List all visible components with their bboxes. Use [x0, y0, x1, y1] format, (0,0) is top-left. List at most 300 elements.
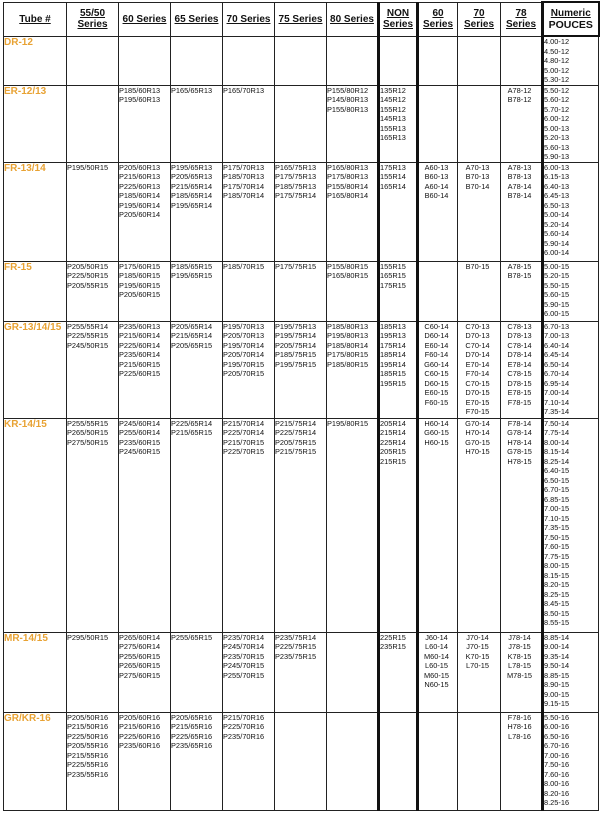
tire-size-entry: P195/75R14: [275, 331, 317, 340]
tire-size-entry: P145/80R13: [327, 95, 369, 104]
size-cell: [119, 261, 171, 321]
tire-size-entry: P195/65R14: [171, 200, 213, 210]
tire-size-entry: P195/70R14: [223, 340, 265, 350]
size-cell: [418, 85, 458, 162]
tire-size-entry: P195/60R15: [119, 280, 161, 290]
tire-size-entry: B78-13: [507, 172, 532, 181]
size-cell: [67, 632, 119, 712]
tire-size-entry: P255/55R15: [67, 418, 109, 428]
tire-size-entry: P265/50R15: [67, 428, 109, 437]
size-cell: [501, 36, 543, 85]
size-cell: [275, 321, 327, 418]
tire-size-entry: P235/75R15: [275, 651, 317, 661]
tire-size-entry: H78-16: [507, 722, 532, 731]
numeric-size-entry: 4.50-12: [544, 46, 570, 56]
numeric-size-entry: 6.70-14: [544, 369, 570, 378]
size-cell: [418, 261, 458, 321]
tire-size-entry: H70-15: [465, 447, 490, 456]
numeric-size-cell: [543, 36, 599, 85]
tire-size-entry: G70-14: [465, 418, 490, 428]
tire-size-entry: K78-15: [507, 651, 532, 661]
tire-size-entry: 195R15: [380, 378, 406, 388]
tire-size-entry: F60-14: [424, 350, 449, 359]
tire-size-entry: P225/55R15: [67, 331, 109, 340]
tire-size-entry: D78-15: [507, 378, 532, 388]
tire-size-entry: C78-15: [507, 369, 532, 378]
numeric-size-entry: 5.30-12: [544, 75, 570, 84]
size-cell: [275, 85, 327, 162]
numeric-size-entry: 7.75-14: [544, 428, 570, 437]
numeric-size-entry: 8.20-15: [544, 580, 570, 589]
size-cell: [379, 712, 418, 810]
size-cell: [223, 85, 275, 162]
size-cell: [458, 261, 501, 321]
size-cell: [171, 162, 223, 261]
table-row: [4, 321, 599, 418]
table-row: [4, 712, 599, 810]
numeric-size-entry: 5.90-15: [544, 299, 570, 309]
tire-size-entry: P245/60R15: [119, 447, 161, 456]
tire-size-entry: 215R15: [380, 456, 406, 466]
tire-size-entry: P215/65R14: [171, 331, 213, 340]
tire-size-entry: P185/80R13: [327, 321, 369, 331]
size-cell: [119, 712, 171, 810]
tire-size-entry: H60-15: [424, 437, 449, 447]
numeric-size-entry: 5.20-13: [544, 133, 570, 142]
tire-size-entry: K70-15: [465, 651, 490, 661]
numeric-size-entry: 5.60-12: [544, 95, 570, 104]
size-cell: [327, 36, 379, 85]
size-cell: [327, 162, 379, 261]
tire-size-entry: A78-13: [507, 162, 532, 172]
tire-size-entry: 175R14: [380, 340, 406, 350]
numeric-size-entry: 5.90-14: [544, 238, 570, 248]
tire-size-entry: P265/60R15: [119, 661, 161, 670]
size-cell: [223, 712, 275, 810]
tire-size-entry: P175/70R13: [223, 162, 265, 172]
tire-size-entry: D78-14: [507, 350, 532, 359]
size-cell: [501, 85, 543, 162]
numeric-size-entry: 8.55-15: [544, 618, 570, 627]
tire-size-entry: P195/65R13: [171, 162, 213, 172]
tire-size-entry: 165R15: [380, 271, 406, 280]
size-cell: [458, 321, 501, 418]
tire-size-entry: E70-15: [465, 397, 490, 407]
tire-size-entry: P185/65R14: [171, 191, 213, 200]
tire-size-entry: 185R13: [380, 321, 406, 331]
size-cell: [223, 261, 275, 321]
size-cell: [275, 712, 327, 810]
tire-size-entry: P215/70R14: [223, 418, 265, 428]
numeric-size-entry: 8.85-14: [544, 632, 570, 642]
numeric-size-entry: 9.00-14: [544, 642, 570, 651]
header-75-series: 75 Series: [275, 2, 327, 36]
numeric-size-entry: 8.15-15: [544, 570, 570, 580]
tire-size-entry: P205/50R15: [67, 261, 109, 271]
size-cell: [418, 162, 458, 261]
tire-size-entry: F78-15: [507, 397, 532, 407]
tire-size-entry: 155R13: [380, 123, 406, 133]
tire-size-entry: H78-14: [507, 437, 532, 447]
tire-size-entry: P165/80R13: [327, 162, 369, 172]
numeric-size-entry: 8.00-16: [544, 779, 570, 788]
tire-size-entry: C78-14: [507, 340, 532, 350]
size-cell: [418, 36, 458, 85]
tire-size-entry: P185/80R15: [327, 359, 369, 369]
tire-size-entry: P245/60R14: [119, 418, 161, 428]
header-78-series: 78 Series: [501, 2, 543, 36]
size-cell: [379, 632, 418, 712]
tire-size-entry: P175/80R13: [327, 172, 369, 181]
numeric-size-cell: [543, 261, 599, 321]
header-row: [4, 2, 599, 36]
tire-size-entry: 235R15: [380, 642, 406, 651]
numeric-size-entry: 7.60-15: [544, 542, 570, 551]
size-cell: [275, 36, 327, 85]
tire-size-entry: 225R15: [380, 632, 406, 642]
tire-size-entry: 155R15: [380, 261, 406, 271]
size-cell: [418, 632, 458, 712]
tire-size-entry: P205/60R15: [119, 290, 161, 299]
size-cell: [379, 162, 418, 261]
size-cell: [223, 162, 275, 261]
tire-size-entry: P185/70R14: [223, 191, 265, 200]
header-80-series: 80 Series: [327, 2, 379, 36]
tire-size-entry: P175/60R15: [119, 261, 161, 271]
tire-size-entry: P245/70R15: [223, 661, 265, 670]
tube-number-cell: GR/KR-16: [4, 712, 67, 810]
size-cell: [501, 632, 543, 712]
numeric-size-cell: [543, 712, 599, 810]
tube-size-table: [3, 1, 600, 811]
numeric-size-entry: 5.60-14: [544, 229, 570, 238]
tire-size-entry: F78-16: [507, 712, 532, 722]
tire-size-entry: P225/65R14: [171, 418, 213, 428]
size-cell: [501, 712, 543, 810]
numeric-size-entry: 7.10-14: [544, 397, 570, 407]
numeric-size-entry: 7.00-14: [544, 388, 570, 397]
tire-size-entry: P205/50R16: [67, 712, 109, 722]
tube-number-cell: ER-12/13: [4, 85, 67, 162]
tire-size-entry: G60-14: [424, 359, 449, 369]
tire-size-entry: P195/70R13: [223, 321, 265, 331]
tire-size-entry: H60-14: [424, 418, 449, 428]
tire-size-entry: 155R14: [380, 172, 406, 181]
tire-size-entry: 135R12: [380, 85, 406, 95]
numeric-size-entry: 7.35-15: [544, 523, 570, 532]
tube-number-cell: FR-15: [4, 261, 67, 321]
tire-size-entry: P205/75R15: [275, 437, 317, 447]
tire-size-entry: F70-15: [465, 407, 490, 416]
numeric-size-entry: 5.00-12: [544, 65, 570, 75]
tire-size-entry: P275/50R15: [67, 437, 109, 447]
tire-size-entry: G70-15: [465, 437, 490, 447]
tire-size-entry: P235/65R16: [171, 741, 213, 750]
numeric-size-entry: 7.75-15: [544, 551, 570, 561]
header-non-series: NON Series: [379, 2, 418, 36]
tire-size-entry: J78-15: [508, 642, 531, 651]
numeric-size-entry: 7.50-15: [544, 532, 570, 542]
tire-size-entry: F70-14: [465, 369, 490, 378]
size-cell: [171, 418, 223, 632]
tire-size-entry: D70-15: [465, 388, 490, 397]
size-cell: [501, 321, 543, 418]
tire-size-entry: B70-15: [465, 261, 490, 271]
tire-size-entry: P225/50R16: [67, 731, 109, 741]
numeric-size-entry: 6.50-15: [544, 475, 570, 485]
numeric-size-entry: 7.00-16: [544, 750, 570, 760]
numeric-size-entry: 6.70-13: [544, 321, 570, 331]
numeric-size-entry: 5.20-15: [544, 271, 570, 280]
tire-size-entry: P175/75R13: [275, 172, 317, 181]
size-cell: [379, 321, 418, 418]
tire-size-entry: G78-15: [507, 447, 532, 456]
header-65-series: 65 Series: [171, 2, 223, 36]
numeric-size-entry: 8.00-14: [544, 437, 570, 447]
header-70-series-bias: 70 Series: [458, 2, 501, 36]
size-cell: [67, 418, 119, 632]
tire-size-entry: A78-15: [507, 261, 532, 271]
numeric-size-entry: 7.50-14: [544, 418, 570, 428]
tire-size-entry: P275/60R14: [119, 642, 161, 651]
tire-size-entry: M60-15: [423, 670, 450, 680]
numeric-size-entry: 5.20-14: [544, 219, 570, 229]
numeric-size-entry: 5.90-13: [544, 152, 570, 161]
tire-size-entry: P155/80R15: [327, 261, 369, 271]
tire-size-entry: P265/60R14: [119, 632, 161, 642]
tire-size-entry: P215/55R16: [67, 750, 109, 760]
tire-size-entry: P235/70R16: [223, 731, 265, 741]
size-cell: [67, 162, 119, 261]
size-cell: [119, 418, 171, 632]
tire-size-entry: 195R14: [380, 359, 406, 369]
table-row: [4, 36, 599, 85]
tire-size-entry: 225R14: [380, 437, 406, 447]
tire-size-entry: A70-13: [465, 162, 490, 172]
tire-size-entry: 155R12: [380, 104, 406, 114]
size-cell: [379, 261, 418, 321]
numeric-size-entry: 7.10-15: [544, 513, 570, 523]
tire-size-entry: P195/50R15: [67, 162, 109, 172]
tire-size-entry: P205/60R13: [119, 162, 161, 172]
size-cell: [171, 36, 223, 85]
tire-size-entry: C70-14: [465, 340, 490, 350]
tire-size-entry: J70-14: [466, 632, 489, 642]
size-cell: [327, 85, 379, 162]
tire-size-entry: A60-14: [424, 181, 449, 191]
numeric-size-entry: 6.40-14: [544, 340, 570, 350]
numeric-size-entry: 6.95-14: [544, 378, 570, 388]
tire-size-entry: 185R14: [380, 350, 406, 359]
tire-size-entry: E70-14: [465, 359, 490, 369]
header-numeric-pouces: Numeric POUCES: [543, 2, 599, 36]
numeric-size-entry: 5.60-13: [544, 142, 570, 152]
tire-size-entry: B60-13: [424, 172, 449, 181]
tire-size-entry: P195/75R13: [275, 321, 317, 331]
tire-size-entry: P185/75R15: [275, 350, 317, 359]
tube-number-cell: KR-14/15: [4, 418, 67, 632]
tire-size-entry: D60-14: [424, 331, 449, 340]
numeric-size-entry: 6.50-13: [544, 200, 570, 210]
size-cell: [379, 36, 418, 85]
tire-size-entry: L60-15: [424, 661, 448, 670]
tire-size-entry: J78-14: [508, 632, 531, 642]
numeric-size-cell: [543, 85, 599, 162]
tire-size-entry: P185/65R15: [171, 261, 213, 271]
tire-size-entry: P215/65R16: [171, 722, 213, 731]
tire-size-entry: D70-13: [465, 331, 490, 340]
tire-size-entry: P235/75R14: [275, 632, 317, 642]
tire-size-entry: P205/60R14: [119, 210, 161, 219]
size-cell: [119, 632, 171, 712]
numeric-size-entry: 6.45-13: [544, 191, 570, 200]
tire-size-entry: B70-14: [465, 181, 490, 191]
tire-size-entry: P195/80R13: [327, 331, 369, 340]
size-cell: [223, 418, 275, 632]
numeric-size-entry: 6.50-16: [544, 731, 570, 741]
numeric-size-entry: 7.00-13: [544, 331, 570, 340]
numeric-size-entry: 7.60-16: [544, 769, 570, 779]
tire-size-entry: P245/50R15: [67, 340, 109, 350]
tire-size-entry: B78-12: [507, 95, 532, 104]
tire-size-entry: F60-15: [424, 397, 449, 407]
size-cell: [501, 261, 543, 321]
tire-size-entry: P225/60R15: [119, 369, 161, 378]
tire-size-entry: C70-13: [465, 321, 490, 331]
tire-size-entry: P225/65R16: [171, 731, 213, 741]
numeric-size-entry: 5.00-14: [544, 210, 570, 219]
numeric-size-cell: [543, 632, 599, 712]
numeric-size-entry: 5.50-12: [544, 85, 570, 95]
tire-size-entry: B60-14: [424, 191, 449, 200]
tire-size-entry: P215/70R15: [223, 437, 265, 447]
numeric-size-entry: 6.15-13: [544, 172, 570, 181]
tire-size-entry: P185/60R15: [119, 271, 161, 280]
numeric-size-entry: 6.70-16: [544, 741, 570, 750]
tire-size-entry: P215/50R16: [67, 722, 109, 731]
tire-size-entry: P165/75R13: [275, 162, 317, 172]
size-cell: [119, 321, 171, 418]
size-cell: [171, 261, 223, 321]
tire-size-entry: P205/65R14: [171, 321, 213, 331]
tire-size-entry: P215/65R14: [171, 181, 213, 191]
tire-size-entry: 145R13: [380, 114, 406, 123]
tire-size-entry: H78-15: [507, 456, 532, 466]
tire-size-entry: P255/55R14: [67, 321, 109, 331]
tire-size-entry: B78-14: [507, 191, 532, 200]
tire-size-entry: P245/70R14: [223, 642, 265, 651]
tire-size-entry: P195/80R15: [327, 418, 369, 428]
size-cell: [119, 162, 171, 261]
numeric-size-entry: 7.50-16: [544, 760, 570, 769]
tire-size-entry: 145R12: [380, 95, 406, 104]
tire-size-entry: A78-14: [507, 181, 532, 191]
size-cell: [458, 85, 501, 162]
tire-size-entry: P165/80R15: [327, 271, 369, 280]
tire-size-entry: P205/70R13: [223, 331, 265, 340]
numeric-size-entry: 4.80-12: [544, 56, 570, 65]
tire-size-entry: P225/60R13: [119, 181, 161, 191]
size-cell: [418, 321, 458, 418]
size-cell: [327, 632, 379, 712]
tire-size-entry: 165R13: [380, 133, 406, 142]
numeric-size-entry: 5.00-15: [544, 261, 570, 271]
tire-size-entry: P215/70R16: [223, 712, 265, 722]
tire-size-entry: P175/75R15: [275, 261, 317, 271]
tire-size-entry: E60-14: [424, 340, 449, 350]
tire-size-entry: P235/60R13: [119, 321, 161, 331]
tire-size-entry: P235/60R16: [119, 741, 161, 750]
tire-size-entry: P205/60R16: [119, 712, 161, 722]
tire-size-entry: P195/60R13: [119, 95, 161, 104]
numeric-size-entry: 8.25-15: [544, 589, 570, 599]
size-cell: [379, 85, 418, 162]
numeric-size-entry: 4.00-12: [544, 37, 570, 46]
size-cell: [327, 712, 379, 810]
tire-size-entry: P225/55R16: [67, 760, 109, 769]
numeric-size-entry: 6.40-15: [544, 466, 570, 475]
tire-size-entry: P155/80R12: [327, 85, 369, 95]
numeric-size-entry: 8.85-15: [544, 670, 570, 680]
size-cell: [327, 321, 379, 418]
tire-size-entry: D70-14: [465, 350, 490, 359]
tire-size-entry: J60-14: [425, 632, 448, 642]
numeric-size-entry: 9.00-15: [544, 689, 570, 699]
numeric-size-entry: 6.85-15: [544, 494, 570, 504]
tire-size-entry: P215/60R13: [119, 172, 161, 181]
tire-size-entry: C70-15: [465, 378, 490, 388]
size-cell: [67, 712, 119, 810]
tire-size-entry: C60-15: [424, 369, 449, 378]
size-cell: [458, 632, 501, 712]
size-cell: [275, 162, 327, 261]
size-cell: [119, 36, 171, 85]
tire-size-entry: B78-15: [507, 271, 532, 280]
numeric-size-entry: 9.35-14: [544, 651, 570, 661]
tire-size-entry: A60-13: [424, 162, 449, 172]
tire-size-entry: 205R15: [380, 447, 406, 456]
table-row: [4, 85, 599, 162]
tire-size-entry: D60-15: [424, 378, 449, 388]
size-cell: [458, 162, 501, 261]
tire-size-entry: M78-15: [506, 670, 533, 680]
size-cell: [223, 632, 275, 712]
tire-size-entry: H70-14: [465, 428, 490, 437]
size-cell: [119, 85, 171, 162]
size-cell: [171, 321, 223, 418]
size-cell: [67, 321, 119, 418]
tire-size-entry: P175/70R14: [223, 181, 265, 191]
tire-size-entry: P185/80R14: [327, 340, 369, 350]
size-cell: [223, 321, 275, 418]
numeric-size-entry: 8.25-14: [544, 456, 570, 466]
tire-size-entry: P175/75R14: [275, 191, 317, 200]
size-cell: [171, 85, 223, 162]
numeric-size-entry: 6.00-16: [544, 722, 570, 731]
header-tube: Tube #: [4, 2, 67, 36]
tire-size-entry: P205/70R15: [223, 369, 265, 378]
tire-size-entry: G60-15: [424, 428, 449, 437]
tire-size-entry: P255/60R15: [119, 651, 161, 661]
header-55-50-series: 55/50 Series: [67, 2, 119, 36]
tube-number-cell: FR-13/14: [4, 162, 67, 261]
tire-size-entry: P205/65R15: [171, 340, 213, 350]
numeric-size-entry: 5.60-15: [544, 290, 570, 299]
numeric-size-cell: [543, 418, 599, 632]
tire-size-entry: E78-14: [507, 359, 532, 369]
size-cell: [171, 712, 223, 810]
size-cell: [275, 261, 327, 321]
